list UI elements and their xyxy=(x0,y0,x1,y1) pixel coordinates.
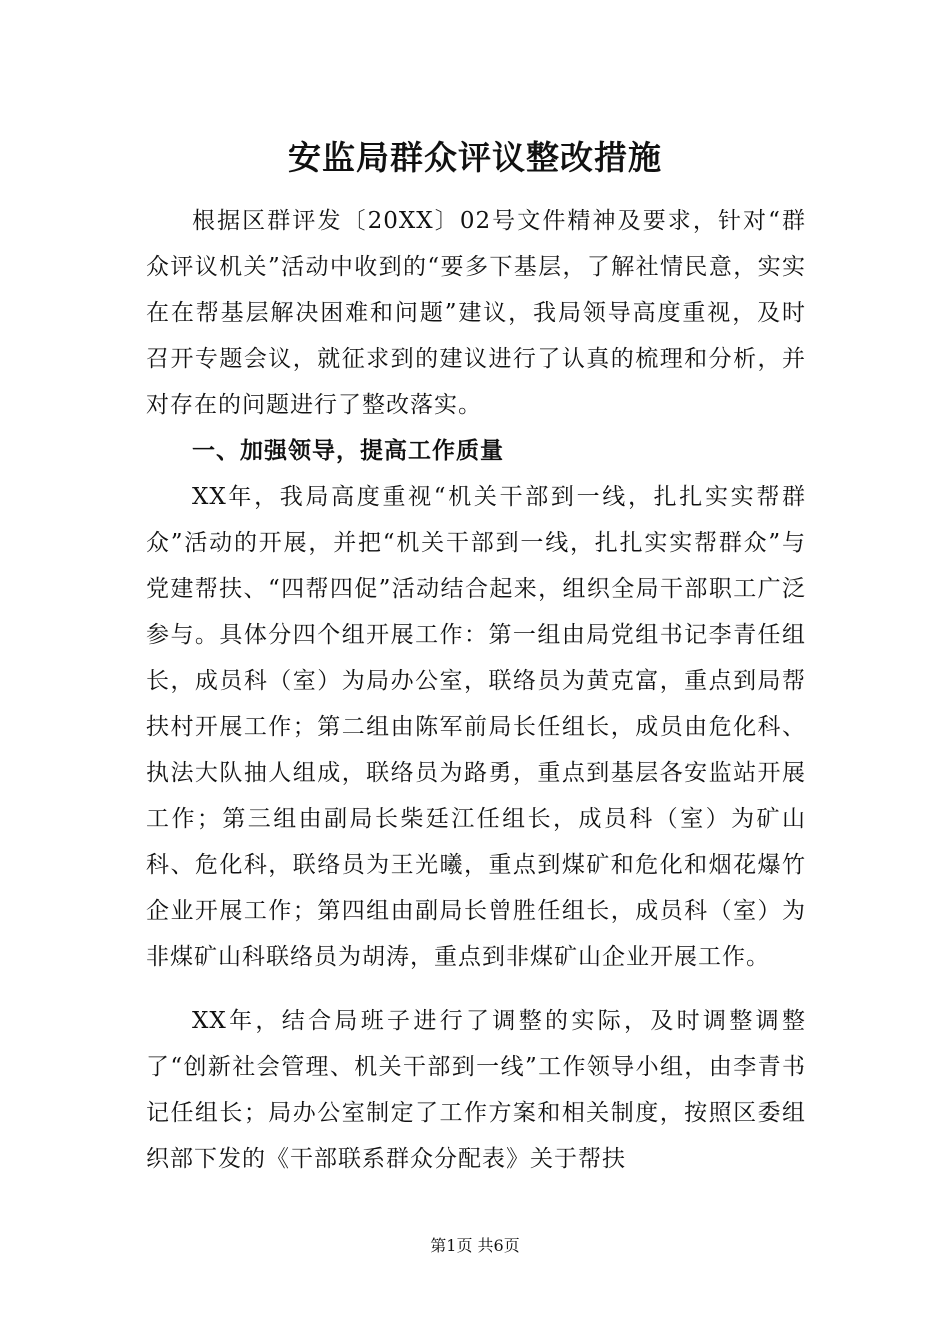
document-title: 安监局群众评议整改措施 xyxy=(288,138,662,177)
intro-paragraph: 根据区群评发〔20XX〕02号文件精神及要求，针对“群众评议机关”活动中收到的“要多下基层，了解社情民意，实实在在帮基层解决困难和问题”建议，我局领导高度重视，及时召开专题会议，就征求到的建议进行了认真的梳理和分析，并对存在的问题进行了整改落实。 xyxy=(146,208,806,418)
body-paragraph: XX年，我局高度重视“机关干部到一线，扎扎实实帮群众”活动的开展，并把“机关干部到一线，扎扎实实帮群众”与党建帮扶、“四帮四促”活动结合起来，组织全局干部职工广泛参与。具体分四个组开展工作：第一组由局党组书记李青任组长，成员科（室）为局办公室，联络员为黄克富，重点到局帮扶村开展工作；第二组由陈军前局长任组长，成员由危化科、执法大队抽人组成，联络员为路勇，重点到基层各安监站开展工作；第三组由副局长柴廷江任组长，成员科（室）为矿山科、危化科，联络员为王光曦，重点到煤矿和危化和烟花爆竹企业开展工作；第四组由副局长曾胜任组长，成员科（室）为非煤矿山科联络员为胡涛，重点到非煤矿山企业开展工作。 xyxy=(146,484,806,970)
body-paragraph: XX年，结合局班子进行了调整的实际，及时调整调整了“创新社会管理、机关干部到一线”工作领导小组，由李青书记任组长；局办公室制定了工作方案和相关制度，按照区委组织部下发的《干部联系群众分配表》关于帮扶 xyxy=(146,1008,806,1172)
section-heading: 一、加强领导，提高工作质量 xyxy=(192,438,504,464)
page-number: 第1页 共6页 xyxy=(430,1236,520,1255)
document-body xyxy=(146,198,806,1182)
